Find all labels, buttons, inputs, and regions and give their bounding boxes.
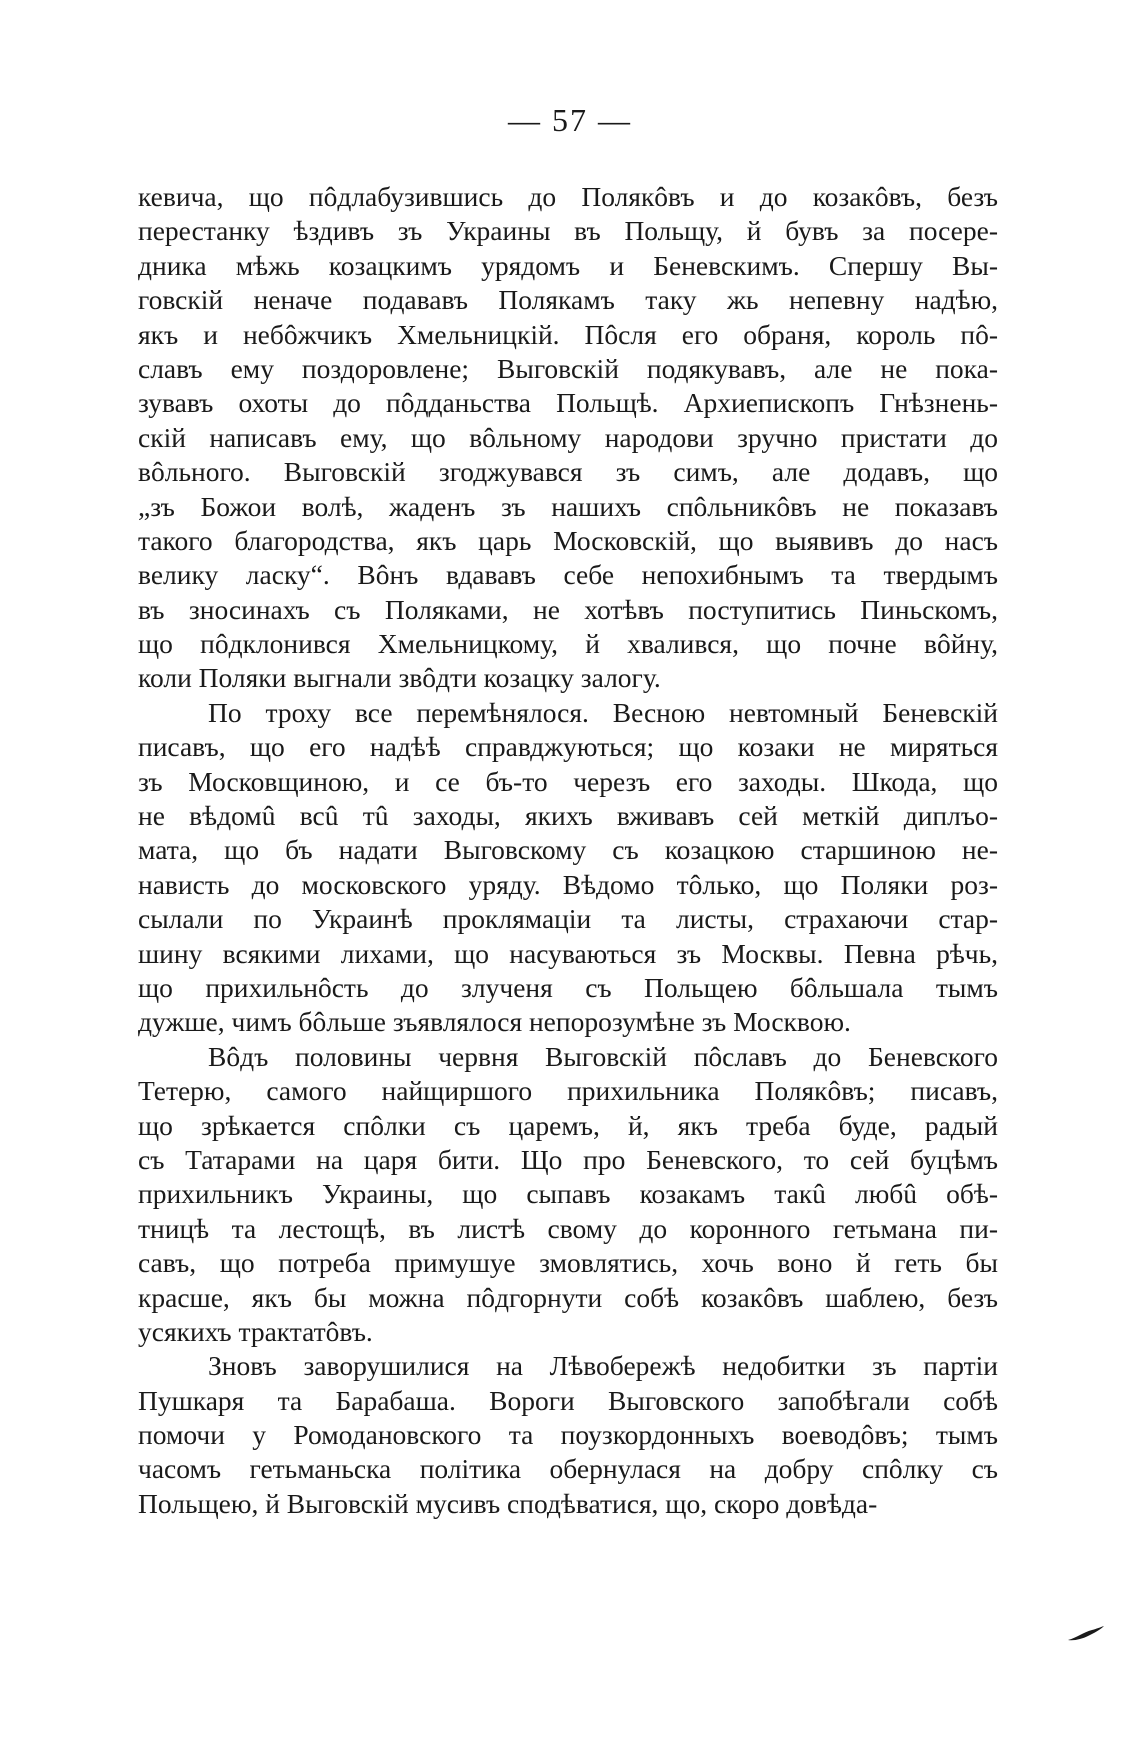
text-line: Пушкаря та Барабаша. Вороги Выговского запобѣгали собѣ [138,1384,998,1416]
text-line: велику ласку“. Вôнъ вдававъ себе непохибнымъ та твердымъ [138,559,998,591]
text-line: що пôдклонився Хмельницкому, й хвалився, що почне вôйну, [138,628,998,660]
text-line: не вѣдомû всû тû заходы, якихъ вживавъ сей меткій диплъо- [138,800,998,832]
text-line: шину всякими лихами, що насуваються зъ Москвы. Певна рѣчь, [138,937,998,969]
text-line: такого благородства, якъ царь Московскій, що выявивъ до насъ [138,524,998,556]
text-line: въ зносинахъ съ Поляками, не хотѣвъ поступитись Пиньскомъ, [138,593,998,625]
text-line: перестанку ѣздивъ зъ Украины въ Польщу, й бувъ за посере- [138,215,998,247]
text-line: якъ и небôжчикъ Хмельницкій. Пôсля его обраня, король пô- [138,318,998,350]
text-line: часомъ гетьманьска політика обернулася на добру спôлку съ [138,1453,998,1485]
printer-ornament-icon [1066,1624,1106,1644]
text-line: зъ Московщиною, и се бъ-то черезъ его заходы. Шкода, що [138,765,998,797]
paragraph [138,180,998,696]
text-line: мата, що бъ надати Выговскому съ козацкою старшиною не- [138,834,998,866]
body-text [138,180,998,1521]
text-line: дужше, чимъ бôльше зъявлялося непорозумѣне зъ Москвою. [138,1006,851,1038]
text-line: скій написавъ ему, що вôльному народови зручно пристати до [138,421,998,453]
text-line: писавъ, що его надѣѣ справджуються; що козаки не миряться [138,731,998,763]
text-line: Тетерю, самого найщиршого прихильника Полякôвъ; писавъ, [138,1075,998,1107]
text-line: говскій неначе подававъ Полякамъ таку жь непевну надѣю, [138,284,998,316]
text-line: що зрѣкается спôлки съ царемъ, й, якъ треба буде, радый [138,1109,998,1141]
text-line: сылали по Украинѣ проклямаціи та листы, страхаючи стар- [138,903,998,935]
paragraph [138,1040,998,1350]
text-line: усякихъ трактатôвъ. [138,1315,373,1347]
text-line: зувавъ охоты до пôдданьства Польщѣ. Архиепископъ Гнѣзнень- [138,387,998,419]
text-line: нависть до московского уряду. Вѣдомо тôлько, що Поляки роз- [138,868,998,900]
text-line: тницѣ та лестощѣ, въ листѣ свому до коронного гетьмана пи- [138,1212,998,1244]
text-line: съ Татарами на царя бити. Що про Беневского, то сей буцѣмъ [138,1143,998,1175]
text-line: помочи у Ромодановского та поузкордонныхъ воеводôвъ; тымъ [138,1419,998,1451]
text-line: Польщею, й Выговскій мусивъ сподѣватися, що, скоро довѣда- [138,1487,878,1519]
text-line: дника мѣжь козацкимъ урядомъ и Беневскимъ. Спершу Вы- [138,249,998,281]
text-line: вôльного. Выговскій згоджувався зъ симъ, але додавъ, що [138,456,998,488]
text-line: Зновъ заворушилися на Лѣвобережѣ недобитки зъ партіи [208,1350,998,1382]
text-line: кевича, що пôдлабузившись до Полякôвъ и до козакôвъ, безъ [138,181,998,212]
text-line: що прихильнôсть до злученя съ Польщею бôльшала тымъ [138,971,998,1003]
text-line: Вôдъ половины червня Выговскій пôславъ до Беневского [208,1040,998,1072]
paragraph [138,696,998,1040]
text-line: савъ, що потреба примушуе змовлятись, хочь воно й геть бы [138,1247,998,1279]
text-line: По троху все перемѣнялося. Весною невтомный Беневскій [208,696,998,728]
paragraph [138,1349,998,1521]
page-number: — 57 — [508,102,632,138]
text-line: коли Поляки выгнали звôдти козацку залогу. [138,662,661,694]
text-line: красше, якъ бы можна пôдгорнути собѣ козакôвъ шаблею, безъ [138,1281,998,1313]
text-line: прихильникъ Украины, що сыпавъ козакамъ такû любû обѣ- [138,1178,998,1210]
text-line: „зъ Божои волѣ, жаденъ зъ нашихъ спôльникôвъ не показавъ [138,490,998,522]
text-line: славъ ему поздоровлене; Выговскій подякувавъ, але не пока- [138,352,998,384]
